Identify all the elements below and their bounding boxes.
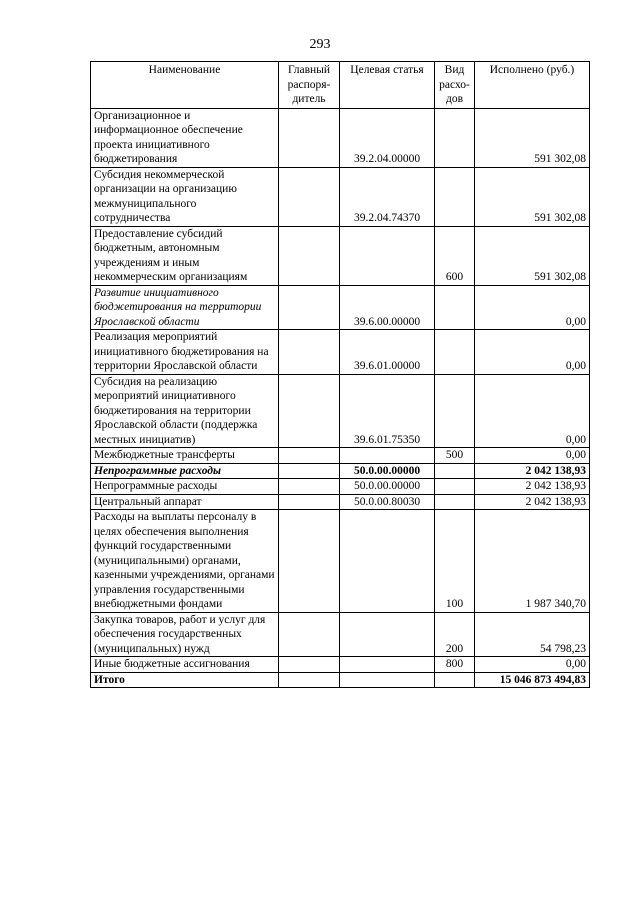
- row-admin: [279, 448, 340, 464]
- row-admin: [279, 510, 340, 613]
- row-done: 0,00: [475, 285, 590, 330]
- row-target: [340, 612, 435, 657]
- table-row: [91, 510, 590, 613]
- row-name: Иные бюджетные ассигнования: [91, 657, 279, 673]
- table-row: [91, 494, 590, 510]
- row-target: [340, 657, 435, 673]
- header-admin: Главный распоря-дитель: [279, 62, 340, 109]
- table-row: [91, 167, 590, 226]
- row-admin: [279, 330, 340, 375]
- row-kind: 600: [435, 226, 475, 285]
- row-name: Закупка товаров, работ и услуг для обеспечения государственных (муниципальных) нужд: [91, 612, 279, 657]
- row-target: [340, 510, 435, 613]
- row-name: Предоставление субсидий бюджетным, автономным учреждениям и иным некоммерческим организациям: [91, 226, 279, 285]
- row-name: Центральный аппарат: [91, 494, 279, 510]
- row-admin: [279, 479, 340, 495]
- row-target: 39.2.04.00000: [340, 108, 435, 167]
- total-row: [91, 672, 590, 688]
- row-target: 50.0.00.00000: [340, 479, 435, 495]
- table-row: [91, 463, 590, 479]
- header-name: Наименование: [91, 62, 279, 109]
- row-admin: [279, 167, 340, 226]
- row-done: 2 042 138,93: [475, 463, 590, 479]
- page-number: 293: [309, 37, 331, 52]
- row-name: Реализация мероприятий инициативного бюджетирования на территории Ярославской области: [91, 330, 279, 375]
- row-kind: [435, 108, 475, 167]
- table-row: [91, 479, 590, 495]
- row-admin: [279, 672, 340, 688]
- row-kind: [435, 479, 475, 495]
- table-header-row: [91, 62, 590, 109]
- row-kind: 100: [435, 510, 475, 613]
- row-admin: [279, 108, 340, 167]
- row-kind: [435, 463, 475, 479]
- row-done: 2 042 138,93: [475, 479, 590, 495]
- row-target: 39.6.00.00000: [340, 285, 435, 330]
- header-kind: Вид расхо-дов: [435, 62, 475, 109]
- table-row: [91, 285, 590, 330]
- row-done: 0,00: [475, 374, 590, 448]
- row-kind: [435, 494, 475, 510]
- row-target: 39.2.04.74370: [340, 167, 435, 226]
- row-kind: 500: [435, 448, 475, 464]
- row-name: Субсидия некоммерческой организации на организацию межмуниципального сотрудничества: [91, 167, 279, 226]
- row-admin: [279, 657, 340, 673]
- row-admin: [279, 463, 340, 479]
- header-target: Целевая статья: [340, 62, 435, 109]
- row-done: 54 798,23: [475, 612, 590, 657]
- table-row: [91, 374, 590, 448]
- row-done: 591 302,08: [475, 167, 590, 226]
- row-name: Развитие инициативного бюджетирования на территории Ярославской области: [91, 285, 279, 330]
- row-target: 39.6.01.00000: [340, 330, 435, 375]
- row-target: 50.0.00.80030: [340, 494, 435, 510]
- row-done: 2 042 138,93: [475, 494, 590, 510]
- row-admin: [279, 374, 340, 448]
- row-target: 39.6.01.75350: [340, 374, 435, 448]
- table-row: [91, 448, 590, 464]
- row-target: [340, 672, 435, 688]
- row-done: 591 302,08: [475, 226, 590, 285]
- row-kind: [435, 374, 475, 448]
- row-admin: [279, 494, 340, 510]
- row-done: 0,00: [475, 448, 590, 464]
- row-target: [340, 226, 435, 285]
- row-name: Расходы на выплаты персоналу в целях обеспечения выполнения функций государственными (муниципальными) органами, казенными учреждениями, органами управления государственными внебюджетными фондами: [91, 510, 279, 613]
- row-done: 0,00: [475, 657, 590, 673]
- table-row: [91, 108, 590, 167]
- row-done: 591 302,08: [475, 108, 590, 167]
- row-kind: [435, 330, 475, 375]
- row-admin: [279, 612, 340, 657]
- row-kind: 800: [435, 657, 475, 673]
- table-row: [91, 226, 590, 285]
- row-admin: [279, 285, 340, 330]
- row-target: 50.0.00.00000: [340, 463, 435, 479]
- row-name: Непрограммные расходы: [91, 479, 279, 495]
- total-value: 15 046 873 494,83: [475, 672, 590, 688]
- table-row: [91, 657, 590, 673]
- row-kind: [435, 167, 475, 226]
- row-name: Непрограммные расходы: [91, 463, 279, 479]
- row-done: 0,00: [475, 330, 590, 375]
- row-kind: 200: [435, 612, 475, 657]
- total-label: Итого: [91, 672, 279, 688]
- header-done: Исполнено (руб.): [475, 62, 590, 109]
- row-done: 1 987 340,70: [475, 510, 590, 613]
- row-name: Межбюджетные трансферты: [91, 448, 279, 464]
- budget-table: [90, 61, 590, 688]
- row-kind: [435, 285, 475, 330]
- row-name: Организационное и информационное обеспечение проекта инициативного бюджетирования: [91, 108, 279, 167]
- table-row: [91, 330, 590, 375]
- row-name: Субсидия на реализацию мероприятий инициативного бюджетирования на территории Ярославской области (поддержка местных инициатив): [91, 374, 279, 448]
- row-kind: [435, 672, 475, 688]
- row-admin: [279, 226, 340, 285]
- table-row: [91, 612, 590, 657]
- row-target: [340, 448, 435, 464]
